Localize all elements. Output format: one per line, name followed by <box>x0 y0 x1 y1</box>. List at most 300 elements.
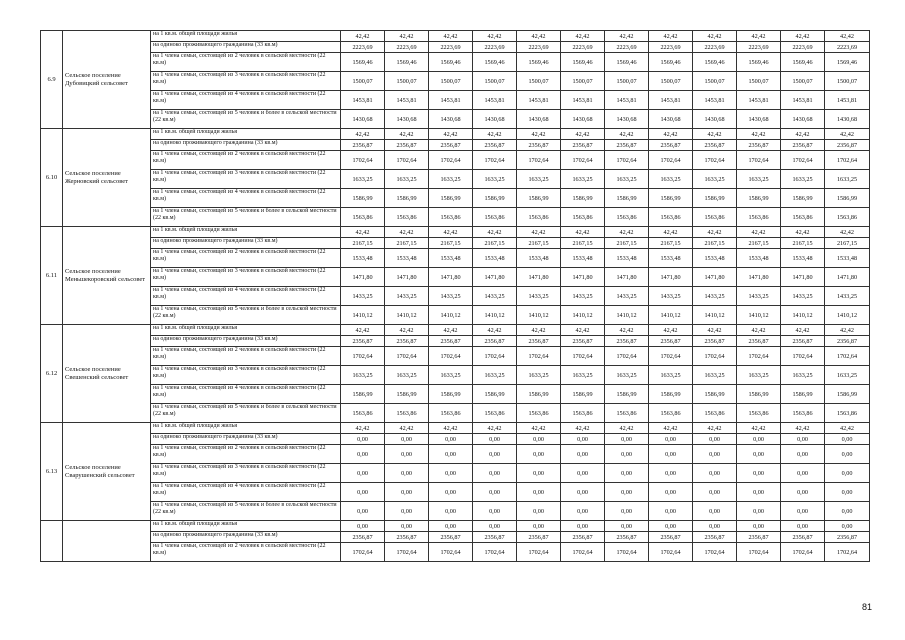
value-cell: 1471,80 <box>517 268 561 287</box>
value-cell: 1586,99 <box>385 189 429 208</box>
value-cell: 42,42 <box>605 129 649 140</box>
value-cell: 42,42 <box>781 129 825 140</box>
value-cell: 1702,64 <box>781 347 825 366</box>
value-cell: 1563,86 <box>693 404 737 423</box>
value-cell: 1633,25 <box>561 366 605 385</box>
value-cell: 42,42 <box>605 227 649 238</box>
value-cell: 42,42 <box>737 325 781 336</box>
value-cell: 1633,25 <box>517 366 561 385</box>
value-cell: 1500,07 <box>473 72 517 91</box>
value-cell: 0,00 <box>429 502 473 521</box>
value-cell: 1586,99 <box>429 385 473 404</box>
page-number: 81 <box>862 602 873 612</box>
value-cell: 2223,69 <box>649 42 693 53</box>
value-cell: 42,42 <box>649 423 693 434</box>
value-cell: 42,42 <box>825 325 870 336</box>
value-cell: 1433,25 <box>561 287 605 306</box>
value-cell: 1410,12 <box>385 306 429 325</box>
value-cell: 1471,80 <box>385 268 429 287</box>
value-cell: 0,00 <box>429 521 473 532</box>
value-cell: 2356,87 <box>605 532 649 543</box>
value-cell: 0,00 <box>429 445 473 464</box>
row-label: на 1 члена семьи, состоящей из 2 человек в сельской местности (22 кв.м) <box>151 543 341 562</box>
value-cell: 0,00 <box>605 445 649 464</box>
value-cell: 1702,64 <box>473 347 517 366</box>
value-cell: 1702,64 <box>517 543 561 562</box>
value-cell: 1563,86 <box>341 208 385 227</box>
value-cell: 42,42 <box>781 227 825 238</box>
row-label: на 1 кв.м. общей площади жилья <box>151 325 341 336</box>
value-cell: 1633,25 <box>825 170 870 189</box>
row-label: на одиноко проживающего гражданина (33 кв.м) <box>151 532 341 543</box>
value-cell: 0,00 <box>341 434 385 445</box>
value-cell: 0,00 <box>385 434 429 445</box>
value-cell: 1702,64 <box>385 151 429 170</box>
value-cell: 0,00 <box>649 502 693 521</box>
table-row <box>41 434 870 445</box>
value-cell: 1569,46 <box>693 53 737 72</box>
value-cell: 2223,69 <box>825 42 870 53</box>
row-label: на 1 члена семьи, состоящей из 5 человек и более в сельской местности (22 кв.м) <box>151 404 341 423</box>
value-cell: 2167,15 <box>517 238 561 249</box>
value-cell: 1453,81 <box>737 91 781 110</box>
value-cell: 2356,87 <box>825 336 870 347</box>
value-cell: 1702,64 <box>473 543 517 562</box>
value-cell: 1586,99 <box>649 385 693 404</box>
row-label: на 1 члена семьи, состоящей из 4 человек в сельской местности (22 кв.м) <box>151 189 341 208</box>
value-cell: 0,00 <box>825 502 870 521</box>
value-cell: 2356,87 <box>341 532 385 543</box>
value-cell: 0,00 <box>517 521 561 532</box>
value-cell: 1702,64 <box>605 347 649 366</box>
table-row <box>41 532 870 543</box>
value-cell: 1430,68 <box>341 110 385 129</box>
value-cell: 1563,86 <box>737 208 781 227</box>
value-cell: 1471,80 <box>825 268 870 287</box>
row-label: на одиноко проживающего гражданина (33 кв.м) <box>151 140 341 151</box>
value-cell: 1430,68 <box>385 110 429 129</box>
value-cell: 1471,80 <box>473 268 517 287</box>
value-cell: 1410,12 <box>473 306 517 325</box>
row-label: на 1 члена семьи, состоящей из 2 человек в сельской местности (22 кв.м) <box>151 445 341 464</box>
value-cell: 42,42 <box>385 423 429 434</box>
value-cell: 42,42 <box>825 227 870 238</box>
value-cell: 2356,87 <box>385 532 429 543</box>
value-cell: 1410,12 <box>649 306 693 325</box>
value-cell: 2223,69 <box>781 42 825 53</box>
value-cell: 0,00 <box>649 434 693 445</box>
value-cell: 1533,48 <box>473 249 517 268</box>
value-cell: 1410,12 <box>561 306 605 325</box>
value-cell: 1702,64 <box>385 543 429 562</box>
value-cell: 1569,46 <box>341 53 385 72</box>
row-label: на 1 члена семьи, состоящей из 3 человек в сельской местности (22 кв.м) <box>151 268 341 287</box>
settlement-name: Сельское поселение Сварушенский сельсовет <box>63 423 151 521</box>
value-cell: 1569,46 <box>737 53 781 72</box>
value-cell: 2356,87 <box>473 532 517 543</box>
value-cell: 1586,99 <box>737 385 781 404</box>
value-cell: 1702,64 <box>825 151 870 170</box>
value-cell: 1702,64 <box>341 543 385 562</box>
value-cell: 42,42 <box>473 31 517 42</box>
value-cell: 1430,68 <box>825 110 870 129</box>
value-cell: 1702,64 <box>517 347 561 366</box>
value-cell: 1586,99 <box>825 189 870 208</box>
value-cell: 1471,80 <box>341 268 385 287</box>
value-cell: 2223,69 <box>341 42 385 53</box>
table-row <box>41 366 870 385</box>
value-cell: 1533,48 <box>605 249 649 268</box>
value-cell: 1702,64 <box>649 543 693 562</box>
value-cell: 1702,64 <box>561 347 605 366</box>
value-cell: 1430,68 <box>605 110 649 129</box>
value-cell: 1533,48 <box>341 249 385 268</box>
value-cell: 1633,25 <box>385 170 429 189</box>
value-cell: 1453,81 <box>385 91 429 110</box>
value-cell: 1500,07 <box>385 72 429 91</box>
table-row <box>41 238 870 249</box>
value-cell: 42,42 <box>473 423 517 434</box>
value-cell: 0,00 <box>825 464 870 483</box>
value-cell: 2167,15 <box>605 238 649 249</box>
value-cell: 0,00 <box>473 502 517 521</box>
value-cell: 1430,68 <box>429 110 473 129</box>
value-cell: 42,42 <box>825 423 870 434</box>
value-cell: 1533,48 <box>693 249 737 268</box>
value-cell: 2356,87 <box>605 140 649 151</box>
value-cell: 1702,64 <box>561 543 605 562</box>
value-cell: 42,42 <box>341 31 385 42</box>
value-cell: 0,00 <box>781 445 825 464</box>
value-cell: 2356,87 <box>781 532 825 543</box>
value-cell: 1702,64 <box>649 347 693 366</box>
row-label: на 1 члена семьи, состоящей из 2 человек в сельской местности (22 кв.м) <box>151 347 341 366</box>
table-row <box>41 423 870 434</box>
value-cell: 1433,25 <box>385 287 429 306</box>
value-cell: 2167,15 <box>737 238 781 249</box>
value-cell: 1702,64 <box>781 543 825 562</box>
value-cell: 42,42 <box>737 31 781 42</box>
value-cell: 1563,86 <box>649 208 693 227</box>
value-cell: 2223,69 <box>473 42 517 53</box>
table-row <box>41 110 870 129</box>
value-cell: 0,00 <box>737 464 781 483</box>
value-cell: 1453,81 <box>649 91 693 110</box>
value-cell: 1433,25 <box>693 287 737 306</box>
value-cell: 2356,87 <box>649 532 693 543</box>
value-cell: 2356,87 <box>561 336 605 347</box>
value-cell: 1702,64 <box>561 151 605 170</box>
value-cell: 1410,12 <box>517 306 561 325</box>
value-cell: 2356,87 <box>385 336 429 347</box>
value-cell: 42,42 <box>605 423 649 434</box>
value-cell: 1430,68 <box>693 110 737 129</box>
value-cell: 42,42 <box>649 325 693 336</box>
value-cell: 2356,87 <box>737 140 781 151</box>
value-cell: 0,00 <box>605 483 649 502</box>
value-cell: 1500,07 <box>605 72 649 91</box>
section-number <box>41 521 63 562</box>
value-cell: 2167,15 <box>693 238 737 249</box>
value-cell: 1563,86 <box>781 208 825 227</box>
value-cell: 1563,86 <box>693 208 737 227</box>
value-cell: 1586,99 <box>781 189 825 208</box>
table-row <box>41 521 870 532</box>
value-cell: 1702,64 <box>341 347 385 366</box>
value-cell: 0,00 <box>737 521 781 532</box>
value-cell: 1433,25 <box>605 287 649 306</box>
value-cell: 0,00 <box>825 521 870 532</box>
value-cell: 1702,64 <box>825 543 870 562</box>
value-cell: 1633,25 <box>429 366 473 385</box>
value-cell: 2167,15 <box>473 238 517 249</box>
value-cell: 0,00 <box>429 434 473 445</box>
table-row <box>41 208 870 227</box>
value-cell: 2356,87 <box>649 140 693 151</box>
value-cell: 0,00 <box>517 483 561 502</box>
row-label: на 1 члена семьи, состоящей из 2 человек в сельской местности (22 кв.м) <box>151 151 341 170</box>
table-row <box>41 31 870 42</box>
value-cell: 1533,48 <box>649 249 693 268</box>
value-cell: 42,42 <box>825 129 870 140</box>
value-cell: 0,00 <box>693 502 737 521</box>
value-cell: 42,42 <box>649 31 693 42</box>
value-cell: 1500,07 <box>429 72 473 91</box>
value-cell: 1702,64 <box>737 543 781 562</box>
table-row <box>41 53 870 72</box>
value-cell: 1453,81 <box>605 91 649 110</box>
value-cell: 1471,80 <box>737 268 781 287</box>
value-cell: 0,00 <box>429 483 473 502</box>
value-cell: 1586,99 <box>341 385 385 404</box>
value-cell: 1500,07 <box>825 72 870 91</box>
value-cell: 2356,87 <box>517 140 561 151</box>
value-cell: 1569,46 <box>781 53 825 72</box>
row-label: на 1 члена семьи, состоящей из 2 человек в сельской местности (22 кв.м) <box>151 53 341 72</box>
value-cell: 1586,99 <box>693 385 737 404</box>
value-cell: 1563,86 <box>517 404 561 423</box>
value-cell: 1433,25 <box>649 287 693 306</box>
value-cell: 2356,87 <box>473 140 517 151</box>
value-cell: 2167,15 <box>429 238 473 249</box>
table-row <box>41 249 870 268</box>
value-cell: 0,00 <box>781 434 825 445</box>
table-row <box>41 404 870 423</box>
value-cell: 1586,99 <box>825 385 870 404</box>
settlement-name: Сельское поселение Меньшекоровский сельсовет <box>63 227 151 325</box>
value-cell: 0,00 <box>693 483 737 502</box>
value-cell: 1702,64 <box>473 151 517 170</box>
value-cell: 1563,86 <box>561 404 605 423</box>
value-cell: 1586,99 <box>561 385 605 404</box>
value-cell: 2356,87 <box>561 140 605 151</box>
value-cell: 1586,99 <box>517 385 561 404</box>
value-cell: 1569,46 <box>385 53 429 72</box>
table-row <box>41 189 870 208</box>
value-cell: 1586,99 <box>693 189 737 208</box>
value-cell: 0,00 <box>737 483 781 502</box>
value-cell: 1453,81 <box>693 91 737 110</box>
value-cell: 42,42 <box>737 227 781 238</box>
value-cell: 2167,15 <box>341 238 385 249</box>
table-row <box>41 72 870 91</box>
value-cell: 1702,64 <box>693 347 737 366</box>
value-cell: 42,42 <box>649 227 693 238</box>
value-cell: 1410,12 <box>781 306 825 325</box>
value-cell: 2356,87 <box>781 336 825 347</box>
row-label: на 1 члена семьи, состоящей из 4 человек в сельской местности (22 кв.м) <box>151 287 341 306</box>
value-cell: 0,00 <box>561 521 605 532</box>
value-cell: 1433,25 <box>825 287 870 306</box>
value-cell: 42,42 <box>341 227 385 238</box>
value-cell: 42,42 <box>385 129 429 140</box>
value-cell: 0,00 <box>385 445 429 464</box>
value-cell: 1500,07 <box>341 72 385 91</box>
value-cell: 42,42 <box>429 31 473 42</box>
tariff-table-body <box>41 31 870 562</box>
value-cell: 42,42 <box>693 31 737 42</box>
value-cell: 42,42 <box>781 31 825 42</box>
row-label: на 1 кв.м. общей площади жилья <box>151 129 341 140</box>
value-cell: 2356,87 <box>561 532 605 543</box>
value-cell: 2356,87 <box>385 140 429 151</box>
value-cell: 1633,25 <box>341 170 385 189</box>
value-cell: 2223,69 <box>561 42 605 53</box>
value-cell: 42,42 <box>429 129 473 140</box>
row-label: на 1 кв.м. общей площади жилья <box>151 521 341 532</box>
value-cell: 1633,25 <box>825 366 870 385</box>
value-cell: 42,42 <box>605 325 649 336</box>
value-cell: 42,42 <box>341 423 385 434</box>
value-cell: 42,42 <box>737 423 781 434</box>
value-cell: 0,00 <box>737 502 781 521</box>
value-cell: 1569,46 <box>561 53 605 72</box>
value-cell: 0,00 <box>517 502 561 521</box>
row-label: на 1 члена семьи, состоящей из 4 человек в сельской местности (22 кв.м) <box>151 91 341 110</box>
table-row <box>41 140 870 151</box>
section-number: 6.12 <box>41 325 63 423</box>
value-cell: 1471,80 <box>781 268 825 287</box>
table-row <box>41 543 870 562</box>
value-cell: 0,00 <box>473 483 517 502</box>
value-cell: 1633,25 <box>781 366 825 385</box>
table-row <box>41 464 870 483</box>
value-cell: 1410,12 <box>605 306 649 325</box>
value-cell: 2356,87 <box>737 532 781 543</box>
value-cell: 2356,87 <box>517 532 561 543</box>
value-cell: 1533,48 <box>825 249 870 268</box>
value-cell: 1563,86 <box>605 404 649 423</box>
value-cell: 1702,64 <box>605 543 649 562</box>
value-cell: 1633,25 <box>517 170 561 189</box>
value-cell: 1633,25 <box>693 170 737 189</box>
row-label: на 1 члена семьи, состоящей из 4 человек в сельской местности (22 кв.м) <box>151 483 341 502</box>
value-cell: 42,42 <box>341 325 385 336</box>
value-cell: 1633,25 <box>781 170 825 189</box>
row-label: на 1 члена семьи, состоящей из 3 человек в сельской местности (22 кв.м) <box>151 366 341 385</box>
row-label: на одиноко проживающего гражданина (33 кв.м) <box>151 42 341 53</box>
value-cell: 1563,86 <box>649 404 693 423</box>
value-cell: 1563,86 <box>473 208 517 227</box>
value-cell: 1586,99 <box>385 385 429 404</box>
value-cell: 0,00 <box>473 521 517 532</box>
value-cell: 2356,87 <box>517 336 561 347</box>
tariff-table <box>40 30 870 562</box>
row-label: на 1 члена семьи, состоящей из 3 человек в сельской местности (22 кв.м) <box>151 72 341 91</box>
row-label: на 1 члена семьи, состоящей из 3 человек в сельской местности (22 кв.м) <box>151 464 341 483</box>
value-cell: 0,00 <box>429 464 473 483</box>
value-cell: 1430,68 <box>517 110 561 129</box>
table-row <box>41 129 870 140</box>
value-cell: 1586,99 <box>429 189 473 208</box>
table-row <box>41 170 870 189</box>
value-cell: 42,42 <box>737 129 781 140</box>
value-cell: 1430,68 <box>737 110 781 129</box>
value-cell: 0,00 <box>385 483 429 502</box>
value-cell: 1586,99 <box>473 189 517 208</box>
value-cell: 1586,99 <box>517 189 561 208</box>
value-cell: 1500,07 <box>649 72 693 91</box>
settlement-name: Сельское поселение Жерновский сельсовет <box>63 129 151 227</box>
value-cell: 42,42 <box>341 129 385 140</box>
value-cell: 42,42 <box>517 31 561 42</box>
value-cell: 1586,99 <box>781 385 825 404</box>
value-cell: 0,00 <box>649 483 693 502</box>
value-cell: 1702,64 <box>737 151 781 170</box>
value-cell: 0,00 <box>605 521 649 532</box>
value-cell: 1586,99 <box>605 385 649 404</box>
value-cell: 1563,86 <box>825 208 870 227</box>
value-cell: 42,42 <box>429 227 473 238</box>
value-cell: 1533,48 <box>561 249 605 268</box>
value-cell: 42,42 <box>473 227 517 238</box>
value-cell: 0,00 <box>781 502 825 521</box>
value-cell: 1702,64 <box>341 151 385 170</box>
value-cell: 0,00 <box>473 434 517 445</box>
value-cell: 1433,25 <box>341 287 385 306</box>
value-cell: 1569,46 <box>825 53 870 72</box>
value-cell: 2356,87 <box>737 336 781 347</box>
value-cell: 2223,69 <box>693 42 737 53</box>
value-cell: 0,00 <box>385 502 429 521</box>
table-row <box>41 268 870 287</box>
value-cell: 0,00 <box>737 434 781 445</box>
value-cell: 1563,86 <box>781 404 825 423</box>
value-cell: 1633,25 <box>737 366 781 385</box>
value-cell: 1471,80 <box>605 268 649 287</box>
value-cell: 2167,15 <box>825 238 870 249</box>
value-cell: 0,00 <box>693 445 737 464</box>
value-cell: 2223,69 <box>429 42 473 53</box>
value-cell: 42,42 <box>517 325 561 336</box>
value-cell: 0,00 <box>561 464 605 483</box>
value-cell: 42,42 <box>693 423 737 434</box>
row-label: на 1 члена семьи, состоящей из 5 человек и более в сельской местности (22 кв.м) <box>151 306 341 325</box>
value-cell: 1569,46 <box>517 53 561 72</box>
value-cell: 1586,99 <box>737 189 781 208</box>
table-row <box>41 227 870 238</box>
value-cell: 1471,80 <box>649 268 693 287</box>
value-cell: 0,00 <box>825 445 870 464</box>
row-label: на 1 члена семьи, состоящей из 4 человек в сельской местности (22 кв.м) <box>151 385 341 404</box>
value-cell: 1633,25 <box>473 366 517 385</box>
value-cell: 1433,25 <box>781 287 825 306</box>
table-row <box>41 445 870 464</box>
value-cell: 1633,25 <box>341 366 385 385</box>
value-cell: 42,42 <box>517 423 561 434</box>
value-cell: 1633,25 <box>737 170 781 189</box>
value-cell: 2356,87 <box>825 532 870 543</box>
